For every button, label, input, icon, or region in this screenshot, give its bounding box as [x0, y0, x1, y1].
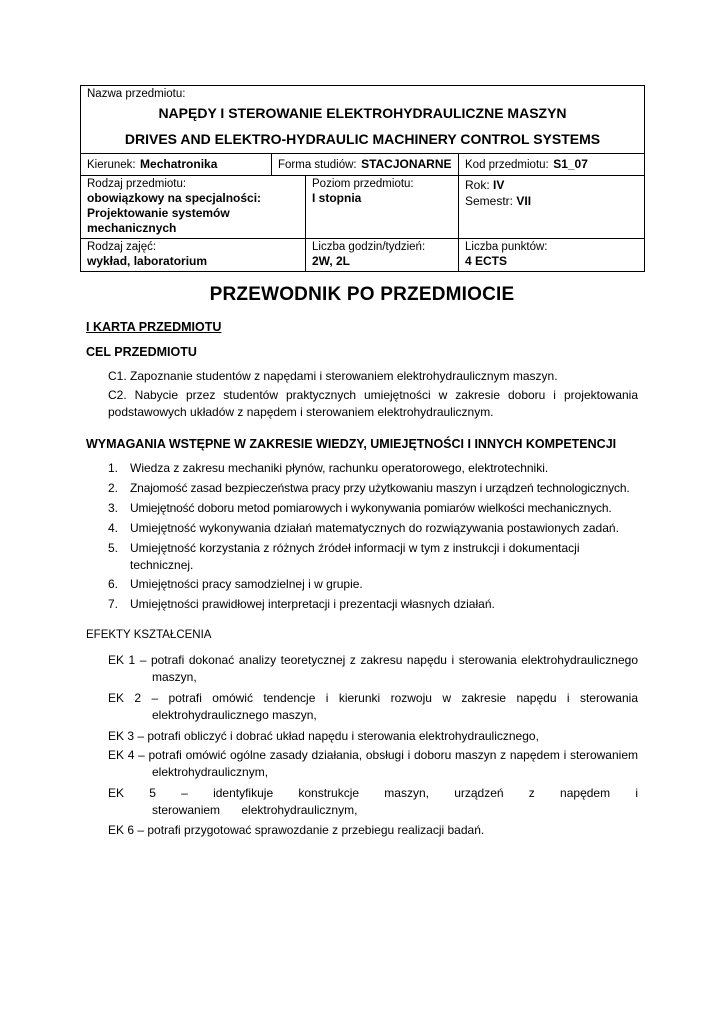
rok-semestr-cell [458, 176, 644, 238]
punktow-value: 4 ECTS [465, 254, 508, 268]
wymagania-heading: WYMAGANIA WSTĘPNE W ZAKRESIE WIEDZY, UMIEJĘTNOŚCI I INNYCH KOMPETENCJI [86, 437, 617, 451]
punktow-cell [458, 239, 644, 271]
wymaganie-2-num: 2. [108, 481, 119, 495]
poziom-label: Poziom przedmiotu: [312, 178, 414, 190]
wymaganie-2-text: Znajomość zasad bezpieczeństwa pracy przy użytkowaniu maszyn i urządzeń technologicznych. [130, 481, 630, 495]
semestr-value: VII [516, 194, 532, 208]
kierunek-value: Mechatronika [140, 157, 218, 171]
wymaganie-1-num: 1. [108, 461, 119, 475]
efekt-6 [108, 822, 638, 839]
wymaganie-2 [108, 480, 648, 497]
wymaganie-5-text: Umiejętność korzystania z różnych źródeł informacji w tym z instrukcji i dokumentacji technicznej. [130, 541, 580, 572]
title-row [81, 86, 644, 153]
wymaganie-3 [108, 500, 648, 517]
poziom-value: I stopnia [312, 191, 362, 205]
cel-item-2: C2. Nabycie przez studentów praktycznych umiejętności w zakresie doboru i projektowania podstawowych układów z napędem i sterowaniem elektrohydraulicznym. [108, 388, 638, 419]
kod-value: S1_07 [553, 157, 588, 171]
efekt-1-text: EK 1 – potrafi dokonać analizy teoretycznej z zakresu napędu i sterowania elektrohydraulicznego maszyn, [108, 653, 638, 684]
kod-cell [458, 154, 644, 175]
kod-label: Kod przedmiotu: [465, 159, 549, 171]
wymaganie-7-text: Umiejętności prawidłowej interpretacji i prezentacji własnych działań. [130, 597, 495, 611]
cel-heading: CEL PRZEDMIOTU [86, 345, 197, 359]
forma-cell [271, 154, 458, 175]
godzin-value: 2W, 2L [312, 254, 351, 268]
zajec-cell [81, 239, 305, 271]
course-title-pl: NAPĘDY I STEROWANIE ELEKTROHYDRAULICZNE MASZYN [158, 105, 567, 121]
zajec-value: wykład, laboratorium [87, 254, 208, 268]
efekt-3 [108, 728, 638, 745]
kierunek-label: Kierunek: [87, 159, 136, 171]
godzin-cell [305, 239, 458, 271]
course-title-en: DRIVES AND ELEKTRO-HYDRAULIC MACHINERY CONTROL SYSTEMS [124, 131, 601, 147]
info-row-3 [81, 238, 644, 271]
wymaganie-4 [108, 520, 648, 537]
course-header-table [80, 85, 645, 272]
efekt-3-text: EK 3 – potrafi obliczyć i dobrać układ napędu i sterowania elektrohydraulicznego, [108, 729, 539, 743]
efekt-6-text: EK 6 – potrafi przygotować sprawozdanie z przebiegu realizacji badań. [108, 823, 485, 837]
wymaganie-1 [108, 460, 648, 477]
rodzaj-label: Rodzaj przedmiotu: [87, 178, 187, 190]
wymaganie-7-num: 7. [108, 597, 119, 611]
efekt-1 [108, 652, 638, 686]
document-title: PRZEWODNIK PO PRZEDMIOCIE [209, 284, 515, 305]
poziom-cell [305, 176, 458, 238]
cel-item-1: C1. Zapoznanie studentów z napędami i sterowaniem elektrohydraulicznym maszyn. [108, 369, 558, 383]
wymaganie-5-num: 5. [108, 541, 119, 555]
wymaganie-1-text: Wiedza z zakresu mechaniki płynów, rachunku operatorowego, elektrotechniki. [130, 461, 549, 475]
forma-value: STACJONARNE [361, 157, 452, 171]
wymaganie-6-num: 6. [108, 577, 119, 591]
course-name-label: Nazwa przedmiotu: [87, 88, 186, 100]
efekt-5 [108, 785, 638, 819]
wymaganie-5 [108, 540, 648, 574]
semestr-label: Semestr: [465, 194, 514, 208]
info-row-1 [81, 153, 644, 175]
efekty-heading: EFEKTY KSZTAŁCENIA [86, 629, 212, 641]
wymaganie-6 [108, 576, 648, 593]
efekt-2-text: EK 2 – potrafi omówić tendencje i kierunki rozwoju w zakresie napędu i sterowania elektrohydraulicznego maszyn, [108, 691, 638, 722]
efekt-2 [108, 690, 638, 724]
karta-heading: I KARTA PRZEDMIOTU [86, 320, 222, 334]
kierunek-cell [81, 154, 271, 175]
wymaganie-6-text: Umiejętności pracy samodzielnej i w grupie. [130, 577, 363, 591]
efekt-4-text: EK 4 – potrafi omówić ogólne zasady działania, obsługi i doboru maszyn z napędem i sterowaniem elektrohydraulicznym, [108, 748, 638, 779]
rok-label: Rok: [465, 178, 490, 192]
godzin-label: Liczba godzin/tydzień: [312, 241, 426, 253]
wymaganie-4-num: 4. [108, 521, 119, 535]
punktow-label: Liczba punktów: [465, 241, 548, 253]
rodzaj-cell [81, 176, 305, 238]
efekt-4 [108, 747, 638, 781]
efekt-5-text: EK 5 – identyfikuje konstrukcje maszyn, urządzeń z napędem i sterowaniem elektrohydraulicznym, [108, 786, 638, 817]
wymaganie-4-text: Umiejętność wykonywania działań matematycznych do rozwiązywania postawionych zadań. [130, 521, 619, 535]
zajec-label: Rodzaj zajęć: [87, 241, 157, 253]
rok-value: IV [493, 178, 505, 192]
wymaganie-7 [108, 596, 648, 613]
info-row-2 [81, 175, 644, 238]
wymaganie-3-text: Umiejętność doboru metod pomiarowych i wykonywania pomiarów wielkości mechanicznych. [130, 501, 612, 515]
rodzaj-value: obowiązkowy na specjalności: Projektowanie systemów mechanicznych [87, 191, 262, 235]
forma-label: Forma studiów: [278, 159, 357, 171]
wymaganie-3-num: 3. [108, 501, 119, 515]
